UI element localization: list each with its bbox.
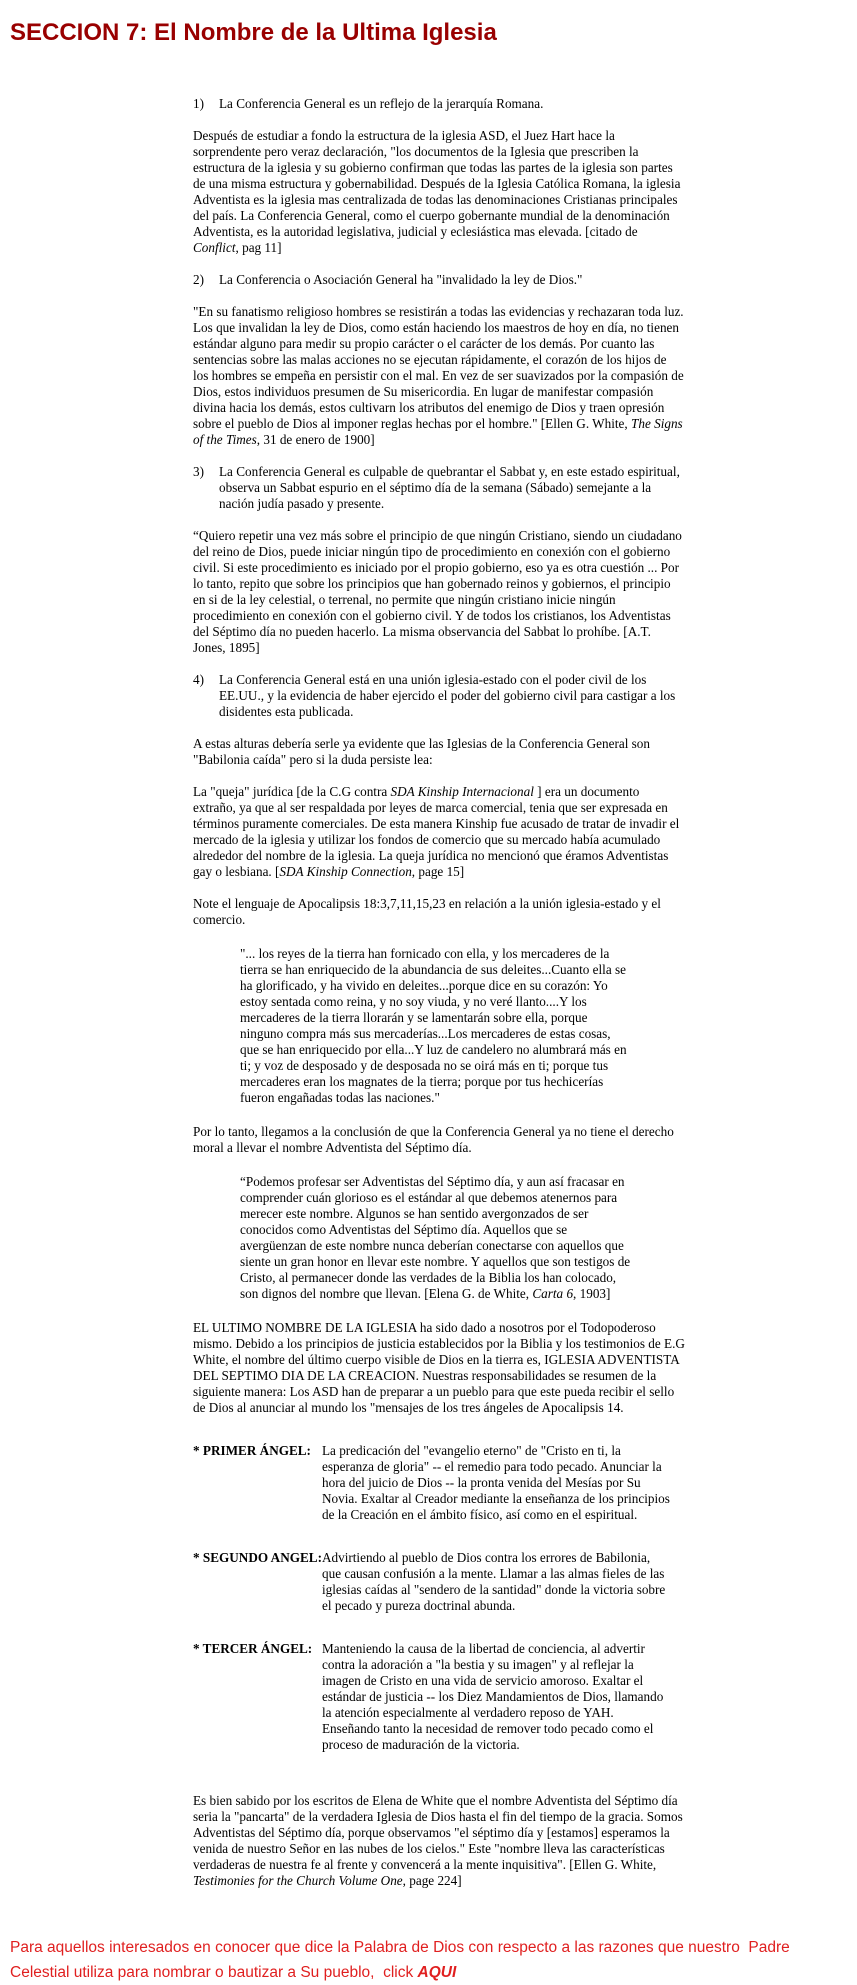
text-run: , 1903] (573, 1286, 611, 1301)
numbered-item-4 (193, 672, 685, 720)
blockquote-reyes (240, 946, 632, 1106)
page-title: SECCION 7: El Nombre de la Ultima Iglesia (10, 19, 497, 46)
citation-title: Conflict (193, 240, 236, 255)
footer-text: Para aquellos interesados en conocer que dice la Palabra de Dios con respecto a las razones que nuestro Padre Celestial utiliza para nombrar o bautizar a Su pueblo, click (10, 1939, 795, 1981)
item-3-number: 3) (193, 464, 204, 479)
paragraph-ultimo-nombre (193, 1320, 685, 1416)
document-body (193, 96, 685, 1889)
citation-title: The Signs of the Times (193, 416, 683, 447)
text-run: “Podemos profesar ser Adventistas del Séptimo día, y aun así fracasar en comprender cuán glorioso es el estándar al que debemos atenernos para merecer este nombre. Algunos se han sentido avergonzados de ser conocidos como Adventistas del Séptimo día. Aquellos que se avergüenzan de este nombre nunca deberían conectarse con aquellos que siente un gran honor en llevar este nombre. Y aquellos que son testigos de Cristo, al permanecer donde las verdades de la Biblia los han colocado, son dignos del nombre que llevan. [Elena G. de White, (240, 1174, 631, 1301)
paragraph-fanatismo-quote (193, 304, 685, 448)
citation-title: SDA Kinship Connection (279, 864, 412, 879)
paragraph-sabido (193, 1793, 685, 1889)
citation-title: Testimonies for the Church Volume One (193, 1873, 403, 1888)
angel-row-tercer (193, 1641, 685, 1753)
angel-label: * PRIMER ÁNGEL: (193, 1443, 311, 1458)
numbered-item-3 (193, 464, 685, 512)
text-run: "En su fanatismo religioso hombres se resistirán a todas las evidencias y rechazaran toda luz. Los que invalidan la ley de Dios, como están haciendo los maestros de hoy en día, no tienen estándar alguno para medir su propio carácter o el carácter de los demás. Por cuanto las sentencias sobre las malas acciones no se ejecutan rápidamente, el corazón de los hijos de los hombres se empeña en persistir con el mal. En vez de ser suavizados por la compasión de Dios, estos individuos presumen de Su misericordia. En lugar de manifestar compasión divina hacia los demás, estos cultivarn los atributos del enemigo de Dios y traen opresión sobre el pueblo de Dios al imponer reglas hechas por el hombre." [Ellen G. White, (193, 304, 684, 431)
angel-row-primer (193, 1443, 685, 1523)
document-page (0, 19, 857, 1985)
text-run: La "queja" jurídica [de la C.G contra (193, 784, 391, 799)
citation-title: SDA Kinship Internacional (390, 784, 534, 799)
blockquote-podemos (240, 1174, 632, 1302)
item-1-text: La Conferencia General es un reflejo de la jerarquía Romana. (219, 96, 544, 111)
item-1-number: 1) (193, 96, 204, 111)
text-run: ] era un documento extraño, ya que al ser respaldada por leyes de marca comercial, tenia que ser expresada en términos puramente comerciales. De esta manera Kinship fue acusado de tratar de invadir el mercado de la iglesia y utilizar los fondos de comercio que su mercado había acumulado alrededor del nombre de la iglesia. La queja jurídica no mencionó que éramos Adventistas gay o lesbiana. [ (193, 784, 680, 879)
citation-title: Carta 6 (532, 1286, 574, 1301)
numbered-item-2 (193, 272, 685, 288)
three-angels-list (193, 1443, 685, 1753)
angel-text: Advirtiendo al pueblo de Dios contra los errores de Babilonia, que causan confusión a la mente. Llamar a las almas fieles de las iglesias caídas al "sendero de la santidad" donde la victoria sobre el pecado y pureza doctrinal abunda. (322, 1550, 666, 1613)
text-run: , page 224] (402, 1873, 462, 1888)
item-3-text: La Conferencia General es culpable de quebrantar el Sabbat y, en este estado espiritual, observa un Sabbat espurio en el séptimo día de la semana (Sábado) semejante a la nación judía pasado y presente. (219, 464, 680, 511)
aqui-link[interactable]: AQUI (417, 1964, 457, 1981)
item-2-number: 2) (193, 272, 204, 287)
paragraph-porlotanto (193, 1124, 685, 1156)
text-run: , pag 11] (235, 240, 282, 255)
angel-row-segundo (193, 1550, 685, 1614)
text-run: Note el lenguaje de Apocalipsis 18:3,7,11,15,23 en relación a la unión iglesia-estado y el comercio. (193, 896, 661, 927)
angel-label: * TERCER ÁNGEL: (193, 1641, 313, 1656)
angel-label: * SEGUNDO ANGEL: (193, 1550, 322, 1565)
item-4-number: 4) (193, 672, 204, 687)
paragraph-note-apocalipsis (193, 896, 685, 928)
paragraph-alturas (193, 736, 685, 768)
angel-text: Manteniendo la causa de la libertad de conciencia, al advertir contra la adoración a "la bestia y su imagen" y al reflejar la imagen de Cristo en una vida de servicio amoroso. Exaltar el estándar de justicia -- los Diez Mandamientos de Dios, llamando la atención especialmente al verdadero reposo de YAH. Enseñando tanto la necesidad de remover todo pecado como el proceso de maduración de la victoria. (322, 1641, 664, 1752)
paragraph-queja (193, 784, 685, 880)
text-run: , 31 de enero de 1900] (256, 432, 375, 447)
angel-text: La predicación del "evangelio eterno" de "Cristo en ti, la esperanza de gloria" -- el remedio para todo pecado. Anunciar la hora del juicio de Dios -- la pronta venida del Mesías por Su Novia. Exaltar al Creador mediante la enseñanza de los principios de la Creación en el ámbito físico, así como en el espiritual. (322, 1443, 670, 1522)
text-run: "... los reyes de la tierra han fornicado con ella, y los mercaderes de la tierra se han enriquecido de la abundancia de sus deleites...Cuanto ella se ha glorificado, y ha vivido en deleites...porque dice en su corazón: Yo estoy sentada como reina, y no soy viuda, y no veré llanto....Y los mercaderes de la tierra llorarán y se lamentarán sobre ella, porque ninguno compra más sus mercaderías...Los mercaderes de estas cosas, que se han enriquecido por ella...Y luz de candelero no alumbrará más en ti; y voz de desposado y de desposada no se oirá más en ti; porque tus mercaderes eran los magnates de la tierra; porque por tus hechicerías fueron engañadas todas las naciones." (240, 946, 627, 1105)
item-4-text: La Conferencia General está en una unión iglesia-estado con el poder civil de los EE.UU., y la evidencia de haber ejercido el poder del gobierno civil para castigar a los disidentes esta publicada. (219, 672, 676, 719)
text-run: EL ULTIMO NOMBRE DE LA IGLESIA ha sido dado a nosotros por el Todopoderoso mismo. Debido a los principios de justicia establecidos por la Biblia y los testimonios de E.G White, el nombre del último cuerpo visible de Dios en la tierra es, IGLESIA ADVENTISTA DEL SEPTIMO DIA DE LA CREACION. Nuestras responsabilidades se resumen de la siguiente manera: Los ASD han de preparar a un pueblo para que este pueda recibir el sello de Dios al anunciar al mundo los "mensajes de los tres ángeles de Apocalipsis 14. (193, 1320, 685, 1415)
text-run: Es bien sabido por los escritos de Elena de White que el nombre Adventista del Séptimo día seria la "pancarta" de la verdadera Iglesia de Dios hasta el fin del tiempo de la gracia. Somos Adventistas del Séptimo día, porque observamos "el séptimo día y [estamos] esperamos la venida de nuestro Señor en las nubes de los cielos." Este "nombre lleva las características verdaderas de nuestra fe al frente y convencerá a la mente inquisitiva". [Ellen G. White, (193, 1793, 683, 1872)
text-run: Después de estudiar a fondo la estructura de la iglesia ASD, el Juez Hart hace la sorprendente pero veraz declaración, "los documentos de la Iglesia que prescriben la estructura de la iglesia y su gobierno confirman que todas las partes de la iglesia son partes de una misma estructura y gobernabilidad. Después de la Iglesia Católica Romana, la iglesia Adventista es la iglesia mas centralizada de todas las denominaciones Cristianas principales del país. La Conferencia General, como el cuerpo gobernante mundial de la denominación Adventista, es la autoridad legislativa, judicial y eclesiástica mas elevada. [citado de (193, 128, 681, 239)
footer-note (10, 1935, 845, 1985)
paragraph-quiero-quote (193, 528, 685, 656)
text-run: Por lo tanto, llegamos a la conclusión de que la Conferencia General ya no tiene el derecho moral a llevar el nombre Adventista del Séptimo día. (193, 1124, 674, 1155)
item-2-text: La Conferencia o Asociación General ha "invalidado la ley de Dios." (219, 272, 583, 287)
text-run: “Quiero repetir una vez más sobre el principio de que ningún Cristiano, siendo un ciudadano del reino de Dios, puede iniciar ningún tipo de procedimiento en conexión con el gobierno civil. Si este procedimiento es iniciado por el propio gobierno, eso ya es otra cuestión ... Por lo tanto, repito que sobre los principios que han gobernado reinos y gobiernos, el principio en si de la ley celestial, o terrenal, no permite que ningún cristiano inicie ningún procedimiento en conexión con el gobierno civil. Y de todos los cristianos, los Adventistas del Séptimo día no pueden hacerlo. La misma observancia del Sabbat lo prohíbe. [A.T. Jones, 1895] (193, 528, 682, 655)
text-run: , page 15] (411, 864, 465, 879)
text-run: A estas alturas debería serle ya evidente que las Iglesias de la Conferencia General son "Babilonia caída" pero si la duda persiste lea: (193, 736, 650, 767)
numbered-item-1 (193, 96, 685, 112)
paragraph-hart-quote (193, 128, 685, 256)
